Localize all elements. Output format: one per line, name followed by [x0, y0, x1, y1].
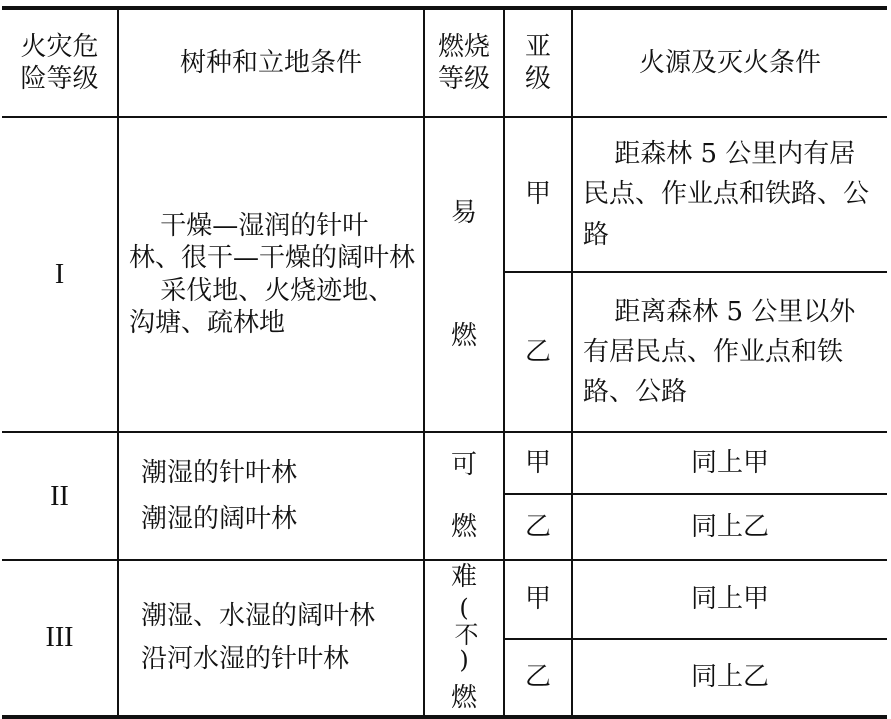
species-cell	[118, 117, 424, 432]
table-row	[2, 432, 887, 494]
species-line: 潮湿的针叶林	[141, 457, 298, 488]
species-line: 干燥—湿润的针叶林、很干—干燥的阔叶林	[129, 210, 416, 273]
sub-level-cell: 甲	[504, 432, 572, 494]
burn-char: 易	[450, 198, 477, 228]
risk-level-cell: III	[2, 560, 118, 717]
fire-source-cell: 同上甲	[572, 560, 887, 639]
burn-char: 燃	[450, 683, 477, 713]
risk-level-cell: I	[2, 117, 118, 432]
fire-source-cell	[572, 117, 887, 272]
risk-level-cell: II	[2, 432, 118, 560]
fire-source-text: 距森林 5 公里内有居民点、作业点和铁路、公路	[583, 139, 870, 250]
sub-level-cell: 乙	[504, 494, 572, 560]
burn-level-cell	[424, 117, 504, 432]
fire-source-cell: 同上甲	[572, 432, 887, 494]
fire-source-text: 距离森林 5 公里以外有居民点、作业点和铁路、公路	[583, 296, 856, 408]
header-sub-level: 亚级	[504, 8, 572, 117]
fire-source-cell: 同上乙	[572, 639, 887, 716]
fire-source-cell	[572, 272, 887, 432]
sub-level-cell: 甲	[504, 117, 572, 272]
sub-level-cell: 乙	[504, 272, 572, 432]
table-row	[2, 560, 887, 639]
burn-char: 燃	[450, 320, 477, 351]
species-line: 采伐地、火烧迹地、沟塘、疏林地	[129, 275, 395, 338]
header-burn-level: 燃烧等级	[424, 8, 504, 117]
burn-char: 可	[450, 449, 477, 480]
sub-level-cell: 甲	[504, 560, 572, 639]
table-row	[2, 117, 887, 272]
sub-level-cell: 乙	[504, 639, 572, 716]
species-line: 潮湿、水湿的阔叶林	[141, 601, 376, 632]
burn-level-cell	[424, 432, 504, 560]
species-line: 潮湿的阔叶林	[141, 504, 298, 534]
fire-risk-table	[2, 6, 887, 719]
header-row	[2, 8, 887, 117]
burn-char: 燃	[450, 512, 477, 542]
species-cell	[118, 432, 424, 560]
burn-char: (不)	[450, 593, 478, 674]
species-line: 沿河水湿的针叶林	[141, 643, 350, 674]
burn-level-cell	[424, 560, 504, 717]
fire-source-cell: 同上乙	[572, 494, 887, 560]
header-fire-source: 火源及灭火条件	[572, 8, 887, 117]
burn-char: 难	[450, 562, 477, 592]
header-risk-level: 火灾危险等级	[2, 8, 118, 117]
header-species-site: 树种和立地条件	[118, 8, 424, 117]
species-cell	[118, 560, 424, 717]
